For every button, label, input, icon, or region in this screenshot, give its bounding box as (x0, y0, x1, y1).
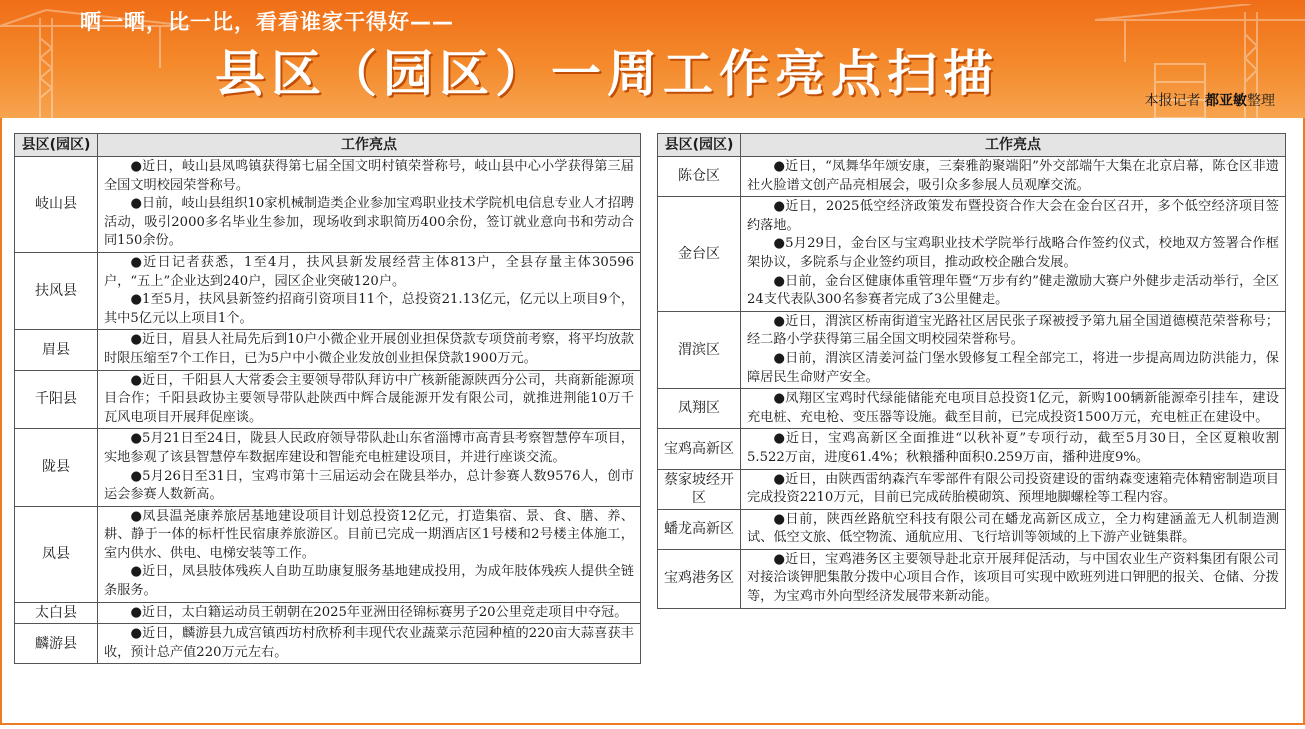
county-name-cell: 宝鸡高新区 (658, 429, 741, 469)
highlight-item: ●近日，千阳县人大常委会主要领导带队拜访中广核新能源陕西分公司，共商新能源项目合作；千阳县政协主要领导带队赴陕西中辉合晟能源开发有限公司，就推进荆能10万千瓦风电项目开展拜促座谈。 (104, 372, 634, 425)
highlight-item: ●近日，渭滨区桥南街道宝光路社区居民张子琛被授予第九届全国道德模范荣誉称号；经二路小学获得第三届全国文明校园荣誉称号。 (747, 313, 1279, 348)
table-row (15, 330, 641, 370)
county-name-cell: 陈仓区 (658, 157, 741, 197)
table-row (658, 311, 1286, 388)
county-column-header: 县区(园区) (15, 134, 98, 157)
table-row (15, 429, 641, 506)
highlight-item: ●近日，凤县肢体残疾人自助互助康复服务基地建成投用，为成年肢体残疾人提供全链条服务。 (104, 564, 634, 599)
highlights-cell (741, 509, 1286, 549)
highlights-cell (741, 429, 1286, 469)
county-name-cell: 凤县 (15, 506, 98, 602)
highlights-cell (98, 252, 641, 329)
table-row (658, 157, 1286, 197)
highlight-item: ●近日，由陕西雷纳森汽车零部件有限公司投资建设的雷纳森变速箱壳体精密制造项目完成投资2210万元，目前已完成砖胎模砌筑、预埋地脚螺栓等工程内容。 (747, 471, 1279, 506)
highlight-item: ●日前，陕西丝路航空科技有限公司在蟠龙高新区成立，全力构建涵盖无人机制造测试、低空文旅、低空物流、通航应用、飞行培训等领域的上下游产业链集群。 (747, 511, 1279, 546)
county-name-cell: 陇县 (15, 429, 98, 506)
county-name-cell: 眉县 (15, 330, 98, 370)
highlights-cell (98, 624, 641, 664)
left-table-body (15, 157, 641, 664)
highlight-item: ●5月21日至24日，陇县人民政府领导带队赴山东省淄博市高青县考察智慧停车项目，实地参观了该县智慧停车数据库建设和智能充电桩建设项目，并进行座谈交流。 (104, 431, 634, 465)
highlight-item: ●近日，眉县人社局先后到10户小微企业开展创业担保贷款专项贷前考察，将平均放款时限压缩至7个工作日，已为5户中小微企业发放创业担保贷款1900万元。 (104, 332, 634, 366)
table-header-row (15, 134, 641, 157)
highlights-cell (741, 389, 1286, 429)
table-row (658, 509, 1286, 549)
highlight-item: ●5月26日至31日，宝鸡市第十三届运动会在陇县举办，总计参赛人数9576人，创市运会参赛人数新高。 (104, 468, 634, 503)
table-row (15, 370, 641, 429)
byline-suffix: 整理 (1247, 93, 1275, 109)
highlight-item: ●近日，宝鸡高新区全面推进“以秋补夏”专项行动，截至5月30日，全区夏粮收割5.522万亩，进度61.4%；秋粮播种面积0.259万亩，播种进度9%。 (747, 431, 1279, 465)
highlight-item: ●近日，麟游县九成宫镇西坊村欣桥利丰现代农业蔬菜示范园种植的220亩大蒜喜获丰收，预计总产值220万元左右。 (104, 626, 634, 660)
highlight-item: ●近日记者获悉，1至4月，扶风县新发展经营主体813户，全县存量主体30596户，“五上”企业达到240户，园区企业突破120户。 (104, 254, 634, 289)
table-row (15, 624, 641, 664)
highlight-item: ●近日，“凤舞华年颂安康，三秦雅韵聚端阳”外交部端午大集在北京启幕，陈仓区非遗社火脸谱文创产品亮相展会，吸引众多参展人员观摩交流。 (747, 159, 1279, 193)
highlights-cell (741, 549, 1286, 608)
county-name-cell: 蔡家坡经开区 (658, 469, 741, 509)
right-table-body (658, 157, 1286, 609)
highlight-item: ●日前，金台区健康体重管理年暨“万步有约”健走激励大赛户外健步走活动举行，全区24支代表队300名参赛者完成了3公里健走。 (747, 273, 1279, 308)
table-row (658, 469, 1286, 509)
table-row (15, 506, 641, 602)
left-highlights-table (14, 133, 641, 664)
highlights-cell (98, 429, 641, 506)
highlights-cell (98, 370, 641, 429)
county-name-cell: 太白县 (15, 602, 98, 624)
highlight-item: ●近日，太白籍运动员王朝朝在2025年亚洲田径锦标赛男子20公里竞走项目中夺冠。 (130, 604, 628, 620)
header-subtitle: 晒一晒，比一比，看看谁家干得好—— (80, 10, 454, 34)
page-title: 县区（园区）一周工作亮点扫描 (215, 45, 999, 103)
table-header-row (658, 134, 1286, 157)
table-row (15, 252, 641, 329)
byline (1145, 90, 1275, 110)
highlight-item: ●凤翔区宝鸡时代绿能储能充电项目总投资1亿元，新购100辆新能源牵引挂车，建设充电桩、充电枪、变压器等设施。截至目前，已完成投资1500万元，充电桩正在建设中。 (747, 391, 1279, 425)
highlight-item: ●近日，宝鸡港务区主要领导赴北京开展拜促活动，与中国农业生产资料集团有限公司对接洽谈钾肥集散分拨中心项目合作，该项目可实现中欧班列进口钾肥的报关、仓储、分拨等，为宝鸡市外向型经济发展带来新动能。 (747, 551, 1279, 605)
highlight-item: ●凤县温尧康养旅居基地建设项目计划总投资12亿元，打造集宿、景、食、膳、养、耕、静于一体的标杆性民宿康养旅游区。目前已完成一期酒店区1号楼和2号楼主体施工，室内供水、供电、电梯安装等工作。 (104, 508, 634, 561)
county-name-cell: 凤翔区 (658, 389, 741, 429)
header-banner (0, 0, 1305, 118)
county-name-cell: 扶风县 (15, 252, 98, 329)
highlights-cell (741, 157, 1286, 197)
highlights-cell (741, 197, 1286, 312)
highlights-cell (741, 311, 1286, 388)
highlight-item: ●日前，岐山县组织10家机械制造类企业参加宝鸡职业技术学院机电信息专业人才招聘活动，吸引2000多名毕业生参加，现场收到求职简历400余份，签订就业意向书和劳动合同150余份。 (104, 196, 634, 249)
highlights-cell (98, 602, 641, 624)
highlight-item: ●近日，2025低空经济政策发布暨投资合作大会在金台区召开，多个低空经济项目签约落地。 (747, 199, 1279, 233)
county-name-cell: 麟游县 (15, 624, 98, 664)
table-row (658, 549, 1286, 608)
county-name-cell: 宝鸡港务区 (658, 549, 741, 608)
highlight-item: ●1至5月，扶风县新签约招商引资项目11个，总投资21.13亿元，亿元以上项目9个，其中5亿元以上项目1个。 (104, 292, 634, 326)
county-name-cell: 千阳县 (15, 370, 98, 429)
county-column-header: 县区(园区) (658, 134, 741, 157)
highlights-column-header: 工作亮点 (98, 134, 641, 157)
county-name-cell: 蟠龙高新区 (658, 509, 741, 549)
table-row (658, 429, 1286, 469)
byline-author: 都亚敏 (1205, 93, 1247, 109)
highlight-item: ●近日，岐山县凤鸣镇获得第七届全国文明村镇荣誉称号，岐山县中心小学获得第三届全国文明校园荣誉称号。 (104, 159, 634, 193)
byline-prefix: 本报记者 (1144, 93, 1201, 109)
highlight-item: ●日前，渭滨区清姜河益门堡水毁修复工程全部完工，将进一步提高周边防洪能力，保障居民生命财产安全。 (747, 350, 1279, 385)
right-highlights-table (657, 133, 1286, 609)
table-row (658, 389, 1286, 429)
table-row (658, 197, 1286, 312)
highlights-cell (98, 506, 641, 602)
county-name-cell: 渭滨区 (658, 311, 741, 388)
highlight-item: ●5月29日，金台区与宝鸡职业技术学院举行战略合作签约仪式，校地双方签署合作框架协议，多院系与企业签约项目，推动政校企融合发展。 (747, 236, 1279, 270)
table-row (15, 602, 641, 624)
highlights-cell (98, 330, 641, 370)
highlights-cell (98, 157, 641, 253)
county-name-cell: 岐山县 (15, 157, 98, 253)
table-row (15, 157, 641, 253)
highlights-column-header: 工作亮点 (741, 134, 1286, 157)
highlights-cell (741, 469, 1286, 509)
county-name-cell: 金台区 (658, 197, 741, 312)
